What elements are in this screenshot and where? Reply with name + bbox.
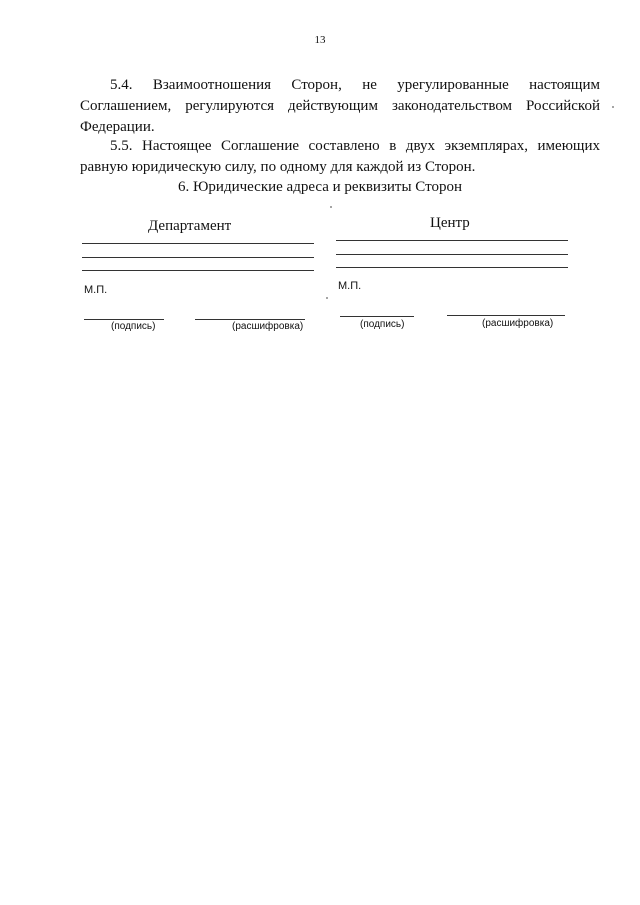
decode-caption-left: (расшифровка)	[232, 321, 304, 332]
signature-caption-right: (подпись)	[360, 319, 405, 330]
clause-5-4: 5.4. Взаимоотношения Сторон, не урегулированные настоящим Соглашением, регулируются действующим законодательством Российской Федерации.	[80, 77, 600, 135]
clause-5-5: 5.5. Настоящее Соглашение составлено в двух экземплярах, имеющих равную юридическую силу, по одному для каждой из Сторон.	[80, 138, 600, 175]
decode-caption-right: (расшифровка)	[482, 318, 554, 329]
requisites-line-right	[336, 254, 568, 255]
party-name-department: Департамент	[148, 218, 232, 234]
scan-speck	[330, 206, 332, 208]
section-title: 6. Юридические адреса и реквизиты Сторон	[178, 179, 462, 195]
signature-line-right	[340, 316, 414, 317]
decode-line-left	[195, 319, 305, 320]
page-number: 13	[314, 34, 326, 46]
signature-line-left	[84, 319, 164, 320]
scan-speck	[612, 106, 614, 108]
party-name-center: Центр	[430, 215, 470, 231]
decode-line-right	[447, 315, 565, 316]
requisites-line-right	[336, 267, 568, 268]
stamp-label-right: М.П.	[338, 280, 362, 292]
requisites-line-left	[82, 243, 314, 244]
requisites-line-left	[82, 257, 314, 258]
requisites-line-left	[82, 270, 314, 271]
scan-speck	[326, 297, 328, 299]
signature-caption-left: (подпись)	[111, 321, 156, 332]
requisites-line-right	[336, 240, 568, 241]
stamp-label-left: М.П.	[84, 284, 108, 296]
